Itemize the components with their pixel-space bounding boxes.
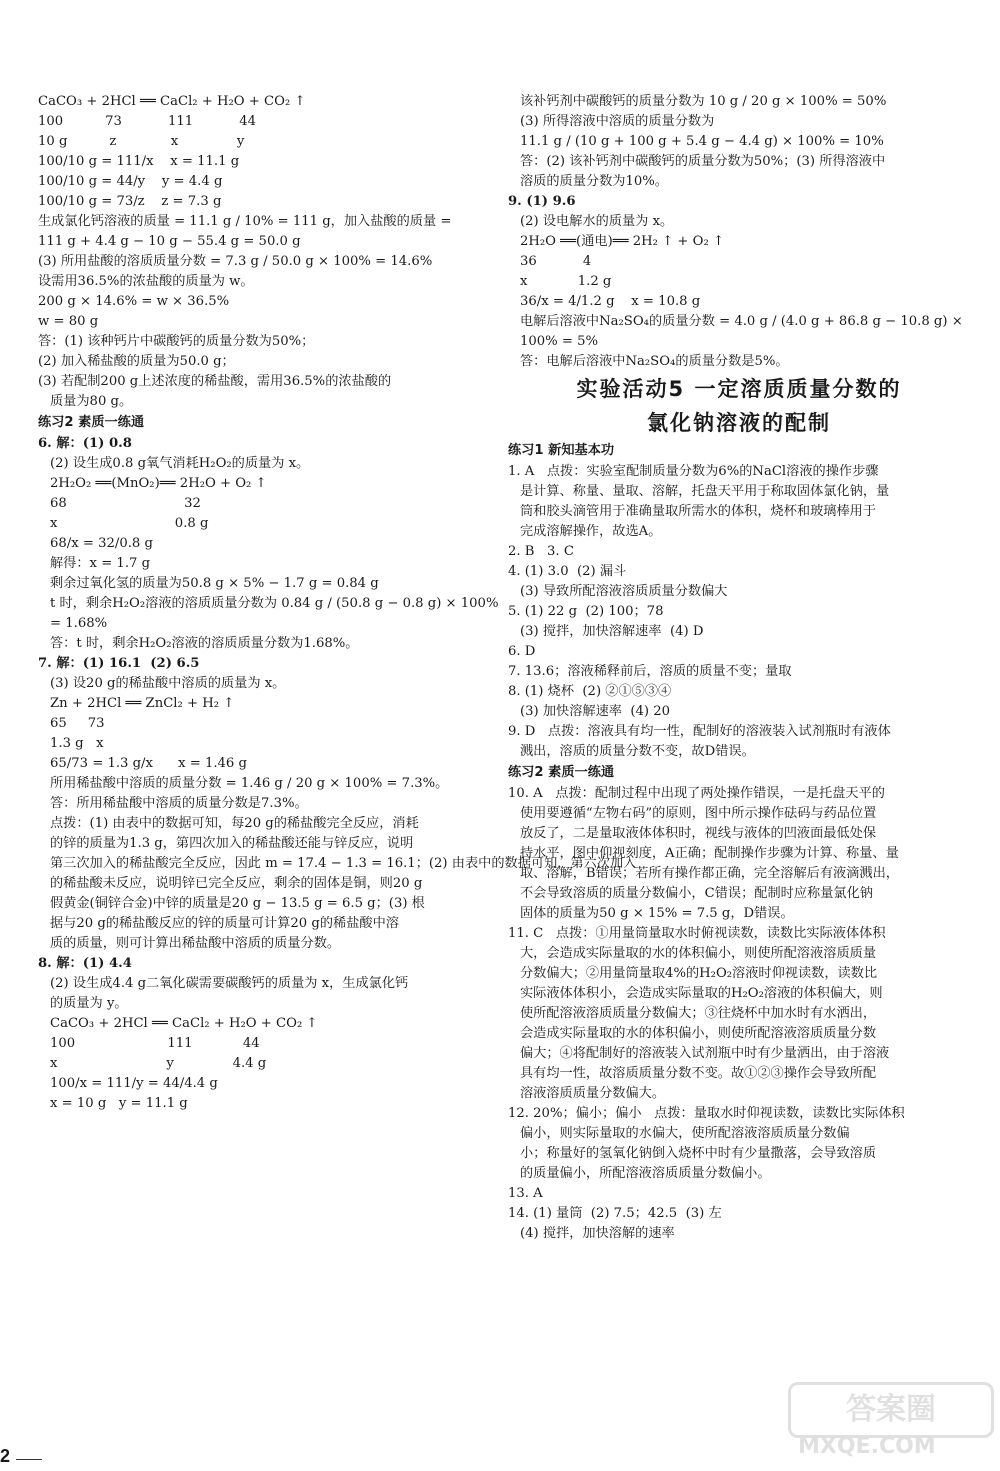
text-line: 实际液体体积小，会造成实际量取的H₂O₂溶液的体积偏大，则 [520,986,883,1001]
text-line: 的质量为 y。 [50,996,128,1011]
text-line: 1. A 点拨：实验室配制质量分数为6%的NaCl溶液的操作步骤 [508,464,879,479]
text-line: 持水平，图中仰视刻度，A正确；配制操作步骤为计算、称量、量 [520,846,899,861]
text-line: 100 73 111 44 [38,114,257,129]
text-line: 假黄金(铜锌合金)中锌的质量是20 g − 13.5 g = 6.5 g；(3) 根 [50,896,425,911]
text-line: 100 111 44 [50,1036,260,1051]
text-line: 会造成实际量取的水的体积偏小，则使所配溶液溶质质量分数 [520,1026,877,1041]
text-line: 100/10 g = 111/x x = 11.1 g [38,154,240,169]
text-line: 8. 解：(1) 4.4 [38,956,132,971]
text-line: 65 73 [50,716,105,731]
text-line: x y 4.4 g [50,1056,267,1071]
text-line: 的稀盐酸未反应，说明锌已完全反应，剩余的固体是铜，则20 g [50,876,423,891]
text-line: 剩余过氧化氢的质量为50.8 g × 5% − 1.7 g = 0.84 g [50,576,379,591]
text-line: 13. A [508,1186,543,1201]
text-line: (3) 设20 g的稀盐酸中溶质的质量为 x。 [50,676,286,691]
text-line: 65/73 = 1.3 g/x x = 1.46 g [50,756,247,771]
text-line: 完成溶解操作，故选A。 [520,524,662,539]
text-line: 设需用36.5%的浓盐酸的质量为 w。 [38,274,254,289]
text-line: 答：t 时，剩余H₂O₂溶液的溶质质量分数为1.68%。 [50,636,359,651]
text-line: w = 80 g [38,314,99,329]
text-line: 的质量偏小，所配溶液溶质质量分数偏小。 [520,1166,771,1181]
text-line: 10. A 点拨：配制过程中出现了两处操作错误，一是托盘天平的 [508,786,885,801]
text-line: 100/x = 111/y = 44/4.4 g [50,1076,218,1091]
text-line: 溶质的质量分数为10%。 [520,174,668,189]
text-line: (2) 设电解水的质量为 x。 [520,214,674,229]
text-line: 分数偏大；②用量筒量取4%的H₂O₂溶液时仰视读数，读数比 [520,966,878,981]
text-line: (3) 所得溶液中溶质的质量分数为 [520,114,715,129]
text-line: (2) 设生成0.8 g氧气消耗H₂O₂的质量为 x。 [50,456,310,471]
text-line: 答：所用稀盐酸中溶质的质量分数是7.3%。 [50,796,308,811]
activity-title-line1: 实验活动5 一定溶质质量分数的 [576,377,902,401]
text-line: (4) 搅拌，加快溶解的速率 [520,1226,675,1241]
text-line: (3) 所用盐酸的溶质质量分数 = 7.3 g / 50.0 g × 100% = 14.6% [38,254,433,269]
watermark-url: MXQE.COM [798,1434,936,1459]
text-line: 该补钙剂中碳酸钙的质量分数为 10 g / 20 g × 100% = 50% [520,94,887,109]
text-line: (2) 设生成4.4 g二氧化碳需要碳酸钙的质量为 x，生成氯化钙 [50,976,409,991]
text-line: (2) 加入稀盐酸的质量为50.0 g； [38,354,235,369]
text-line: CaCO₃ + 2HCl ══ CaCl₂ + H₂O + CO₂ ↑ [38,94,306,109]
text-line: 溶液溶质质量分数偏大。 [520,1086,666,1101]
text-line: (3) 若配制200 g上述浓度的稀盐酸，需用36.5%的浓盐酸的 [38,374,392,389]
text-line: 不会导致溶质的质量分数偏小，C错误；配制时应称量氯化钠 [520,886,873,901]
text-line: 68/x = 32/0.8 g [50,536,153,551]
section-heading: 练习2 素质一练通 [38,415,145,430]
text-line: Zn + 2HCl ══ ZnCl₂ + H₂ ↑ [50,696,235,711]
text-line: 2H₂O ══(通电)══ 2H₂ ↑ + O₂ ↑ [520,234,724,249]
text-line: 10 g z x y [38,134,245,149]
text-line: 36 4 [520,254,592,269]
text-line: 1.3 g x [50,736,104,751]
page-number: 2 [0,1446,11,1466]
text-line: 筒和胶头滴管用于准确量取所需水的体积，烧杯和玻璃棒用于 [520,504,877,519]
text-line: 100/10 g = 44/y y = 4.4 g [38,174,223,189]
text-line: x 0.8 g [50,516,209,531]
text-line: = 1.68% [50,616,108,631]
text-line: 固体的质量为50 g × 15% = 7.5 g，D错误。 [520,906,794,921]
text-line: 100/10 g = 73/z z = 7.3 g [38,194,222,209]
text-line: 偏大；④将配制好的溶液装入试剂瓶中时有少量洒出，由于溶液 [520,1046,890,1061]
text-line: 7. 解：(1) 16.1 (2) 6.5 [38,656,200,671]
text-line: 偏小，则实际量取的水偏大，使所配溶液溶质质量分数偏 [520,1126,850,1141]
text-line: 放反了，二是量取液体体积时，视线与液体的凹液面最低处保 [520,826,877,841]
text-line: 取、溶解，B错误；若所有操作都正确，完全溶解后有液滴溅出， [520,866,899,881]
text-line: 14. (1) 量筒 (2) 7.5；42.5 (3) 左 [508,1206,722,1221]
text-line: 2. B 3. C [508,544,574,559]
text-line: 溅出，溶质的质量分数不变，故D错误。 [520,744,755,759]
activity-title-line2: 氯化钠溶液的配制 [647,411,831,435]
text-line: 12. 20%；偏小；偏小 点拨：量取水时仰视读数，读数比实际体积 [508,1106,905,1121]
text-line: 100% = 5% [520,334,599,349]
text-line: t 时，剩余H₂O₂溶液的溶质质量分数为 0.84 g / (50.8 g − 0.8 g) × 100% [50,596,499,611]
text-line: 是计算、称量、量取、溶解，托盘天平用于称取固体氯化钠，量 [520,484,890,499]
text-line: 2H₂O₂ ══(MnO₂)══ 2H₂O + O₂ ↑ [50,476,267,491]
text-line: 大，会造成实际量取的水的体积偏小，则使所配溶液溶质质量 [520,946,877,961]
text-line: 9. (1) 9.6 [508,194,576,209]
text-line: 答：电解后溶液中Na₂SO₄的质量分数是5%。 [520,354,789,369]
text-line: 8. (1) 烧杯 (2) ②①⑤③④ [508,684,672,699]
text-line: x 1.2 g [520,274,612,289]
text-line: 200 g × 14.6% = w × 36.5% [38,294,230,309]
text-line: 质的质量，则可计算出稀盐酸中溶质的质量分数。 [50,936,341,951]
text-line: 6. 解：(1) 0.8 [38,436,132,451]
text-line: 7. 13.6；溶液稀释前后，溶质的质量不变；量取 [508,664,792,679]
text-line: 11. C 点拨：①用量筒量取水时俯视读数，读数比实际液体体积 [508,926,886,941]
text-line: 解得：x = 1.7 g [50,556,151,571]
text-line: 电解后溶液中Na₂SO₄的质量分数 = 4.0 g / (4.0 g + 86.8 g − 10.8 g) × [520,314,963,329]
text-line: 第三次加入的稀盐酸完全反应，因此 m = 17.4 − 1.3 = 16.1；(2) 由表中的数据可知，第六次加入 [50,856,637,871]
section-heading: 练习1 新知基本功 [508,443,615,458]
watermark-logo: 答案圈 [788,1382,994,1438]
text-line: 36/x = 4/1.2 g x = 10.8 g [520,294,701,309]
text-line: 据与20 g的稀盐酸反应的锌的质量可计算20 g的稀盐酸中溶 [50,916,399,931]
text-line: 11.1 g / (10 g + 100 g + 5.4 g − 4.4 g) × 100% = 10% [520,134,884,149]
text-line: x = 10 g y = 11.1 g [50,1096,188,1111]
text-line: 111 g + 4.4 g − 10 g − 55.4 g = 50.0 g [38,234,301,249]
text-line: 6. D [508,644,536,659]
text-line: 9. D 点拨：溶液具有均一性，配制好的溶液装入试剂瓶时有液体 [508,724,891,739]
watermark [788,1382,988,1462]
text-line: (3) 加快溶解速率 (4) 20 [520,704,671,719]
text-line: 5. (1) 22 g (2) 100；78 [508,604,664,619]
text-line: 所用稀盐酸中溶质的质量分数 = 1.46 g / 20 g × 100% = 7.3%。 [50,776,449,791]
text-line: 生成氯化钙溶液的质量 = 11.1 g / 10% = 111 g，加入盐酸的质量 = [38,214,452,229]
text-line: (3) 导致所配溶液溶质质量分数偏大 [520,584,728,599]
text-line: (3) 搅拌，加快溶解速率 (4) D [520,624,704,639]
text-line: 质量为80 g。 [50,394,133,409]
text-line: 具有均一性，故溶质质量分数不变。故①②③操作会导致所配 [520,1066,877,1081]
text-line: 的锌的质量为1.3 g，第四次加入的稀盐酸还能与锌反应，说明 [50,836,414,851]
text-line: CaCO₃ + 2HCl ══ CaCl₂ + H₂O + CO₂ ↑ [50,1016,318,1031]
section-heading: 练习2 素质一练通 [508,765,615,780]
text-line: 使用要遵循“左物右码”的原则，图中所示操作砝码与药品位置 [520,806,877,821]
text-line: 答：(1) 该种钙片中碳酸钙的质量分数为50%； [38,334,315,349]
text-line: 点拨：(1) 由表中的数据可知，每20 g的稀盐酸完全反应，消耗 [50,816,419,831]
right-column [508,92,970,1244]
page-number-rule [16,1459,42,1460]
text-line: 使所配溶液溶质质量分数偏大；③往烧杯中加水时有水洒出， [520,1006,877,1021]
text-line: 答：(2) 该补钙剂中碳酸钙的质量分数为50%；(3) 所得溶液中 [520,154,886,169]
text-line: 4. (1) 3.0 (2) 漏斗 [508,564,627,579]
text-line: 68 32 [50,496,201,511]
text-line: 小；称量好的氢氧化钠倒入烧杯中时有少量撒落，会导致溶质 [520,1146,877,1161]
